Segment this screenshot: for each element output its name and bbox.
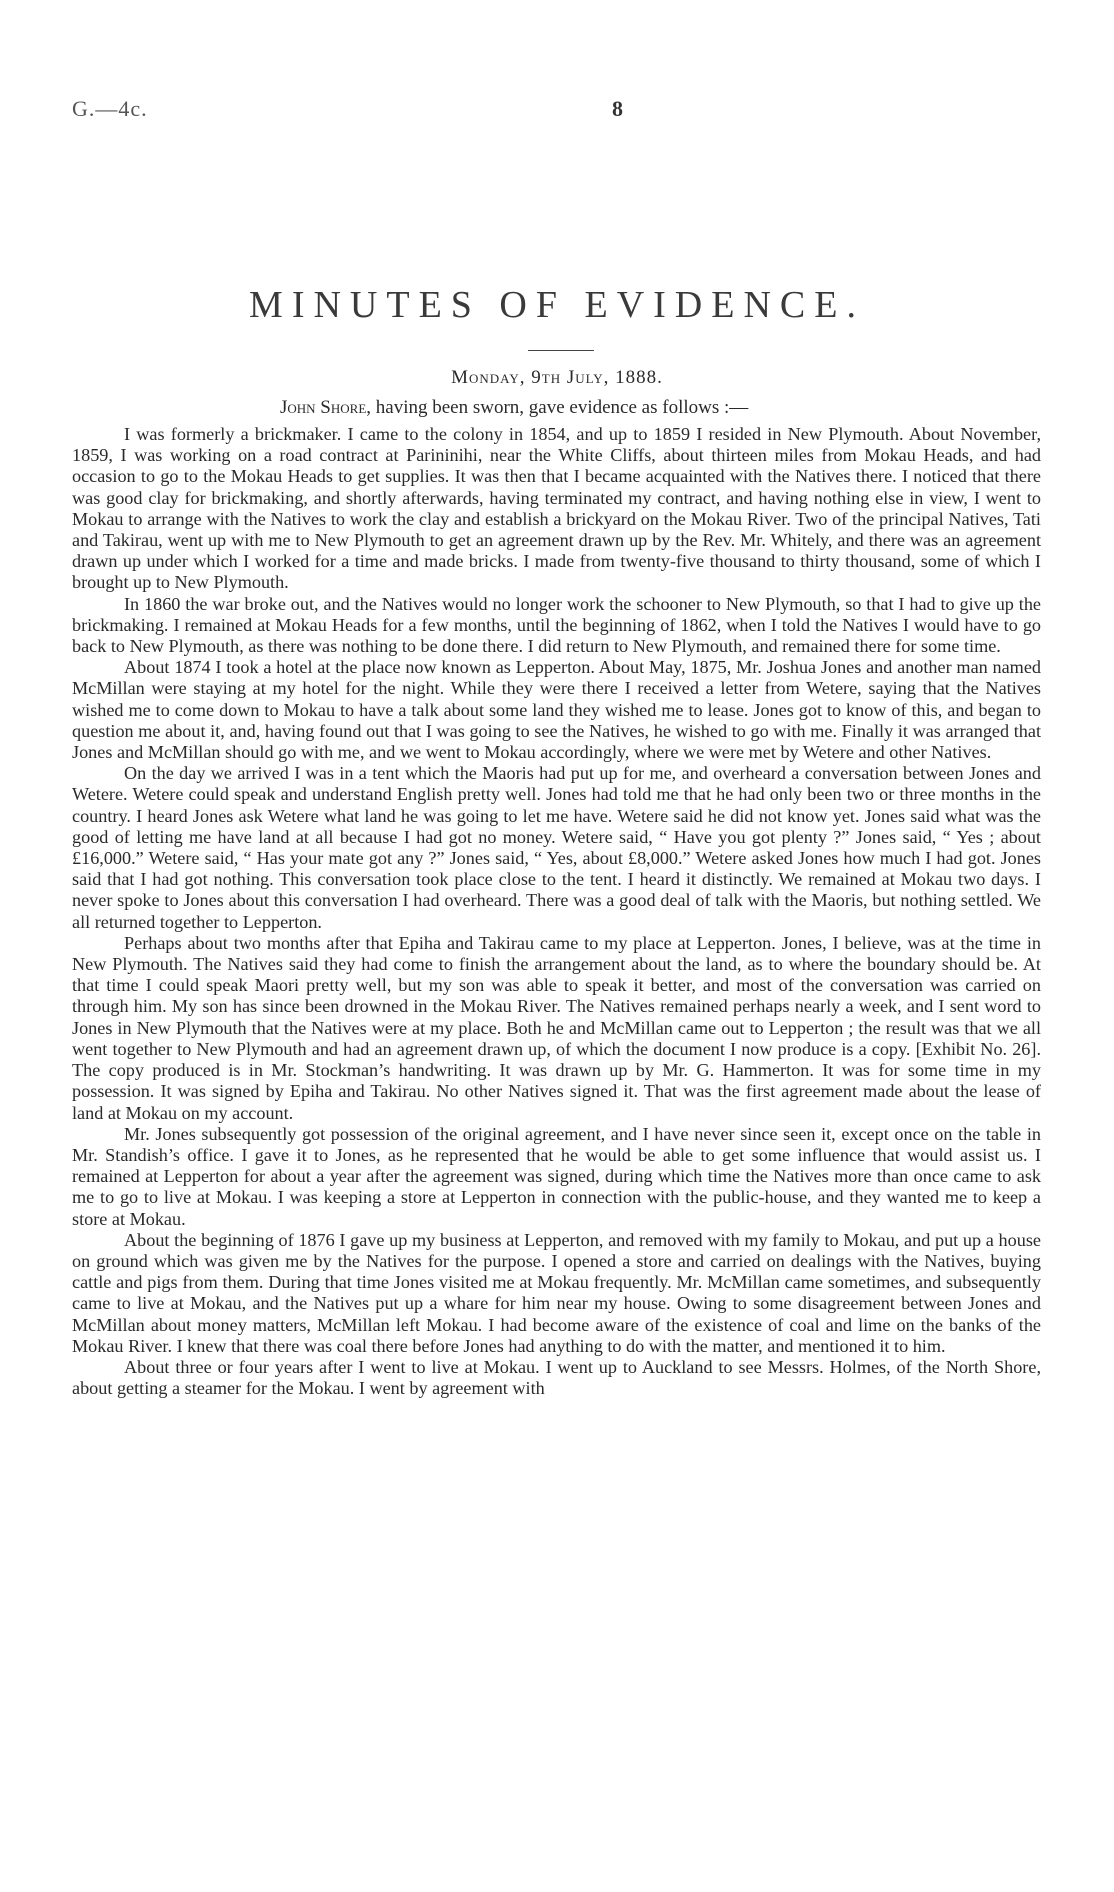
paragraph: About three or four years after I went to live at Mokau. I went up to Auckland to see Messrs. Holmes, of the North Shore, about getting a steamer for the Mokau. I went by agreement with	[72, 1356, 1041, 1399]
witness-intro	[280, 397, 748, 419]
paragraph: On the day we arrived I was in a tent which the Maoris had put up for me, and overheard a conversation between Jones and Wetere. Wetere could speak and understand English pretty well. Jones had told me that he had only been two or three months in the country. I heard Jones ask Wetere what land he was going to let me have. Wetere said he did not know yet. Jones said what was the good of letting me have land at all because I had got no money. Wetere said, “ Have you got plenty ?” Jones said, “ Yes ; about £16,000.” Wetere said, “ Has your mate got any ?” Jones said, “ Yes, about £8,000.” Wetere asked Jones how much I had got. Jones said that I had got nothing. This conversation took place close to the tent. I heard it distinctly. We remained at Mokau two days. I never spoke to Jones about this conversation I had overheard. There was a good deal of talk with the Maoris, but nothing settled. We all returned together to Lepperton.	[72, 763, 1041, 932]
page-title: MINUTES OF EVIDENCE.	[249, 284, 865, 326]
paragraph: About the beginning of 1876 I gave up my business at Lepperton, and removed with my family to Mokau, and put up a house on ground which was given me by the Natives for the purpose. I opened a store and carried on dealings with the Natives, buying cattle and pigs from them. During that time Jones visited me at Mokau frequently. Mr. McMillan came sometimes, and subsequently came to live at Mokau, and the Natives put up a whare for him near my house. Owing to some disagreement between Jones and McMillan about money matters, McMillan left Mokau. I had become aware of the existence of coal and lime on the banks of the Mokau River. I knew that there was coal there before Jones had anything to do with the matter, and mentioned it to him.	[72, 1229, 1041, 1356]
page-number: 8	[612, 96, 623, 121]
paragraph: About 1874 I took a hotel at the place now known as Lepperton. About May, 1875, Mr. Joshua Jones and another man named McMillan were staying at my hotel for the night. While they were there I received a letter from Wetere, saying that the Natives wished me to come down to Mokau to have a talk about some land they wished me to lease. Jones got to know of this, and began to question me about it, and, having found out that I was going to see the Natives, he wished to go with me. Finally it was arranged that Jones and McMillan should go with me, and we went to Mokau accordingly, where we were met by Wetere and other Natives.	[72, 657, 1041, 763]
paragraph: In 1860 the war broke out, and the Natives would no longer work the schooner to New Plymouth, so that I had to give up the brickmaking. I remained at Mokau Heads for a few months, until the beginning of 1862, when I told the Natives I would have to go back to New Plymouth, as there was nothing to be done there. I did return to New Plymouth, and remained there for some time.	[72, 593, 1041, 657]
paragraph: Perhaps about two months after that Epiha and Takirau came to my place at Lepperton. Jones, I believe, was at the time in New Plymouth. The Natives said they had come to finish the arrangement about the land, as to where the boundary should be. At that time I could speak Maori pretty well, but my son was able to speak it better, and most of the conversation was carried on through him. My son has since been drowned in the Mokau River. The Natives remained perhaps nearly a week, and I sent word to Jones in New Plymouth that the Natives were at my place. Both he and McMillan came out to Lepperton ; the result was that we all went together to New Plymouth and had an agreement drawn up, of which the document I now produce is a copy. [Exhibit No. 26]. The copy produced is in Mr. Stockman’s handwriting. It was drawn up by Mr. G. Hammerton. It was for some time in my possession. It was signed by Epiha and Takirau. No other Natives signed it. That was the first agreement made about the lease of land at Mokau on my account.	[72, 932, 1041, 1123]
witness-name: John Shore	[280, 397, 367, 418]
document-reference: G.—4c.	[72, 96, 148, 121]
page-header	[72, 96, 1042, 126]
paragraph: Mr. Jones subsequently got possession of the original agreement, and I have never since seen it, except once on the table in Mr. Standish’s office. I gave it to Jones, as he represented that he would be able to get some influence that would assist us. I remained at Lepperton for about a year after the agreement was signed, during which time the Natives more than once came to ask me to go to live at Mokau. I was keeping a store at Lepperton in connection with the public-house, and they wanted me to keep a store at Mokau.	[72, 1123, 1041, 1229]
witness-intro-text: , having been sworn, gave evidence as follows :—	[366, 397, 749, 418]
title-divider	[528, 350, 594, 351]
evidence-body	[72, 424, 1041, 1399]
hearing-date: Monday, 9th July, 1888.	[451, 367, 663, 388]
paragraph: I was formerly a brickmaker. I came to the colony in 1854, and up to 1859 I resided in New Plymouth. About November, 1859, I was working on a road contract at Parininihi, near the White Cliffs, about thirteen miles from Mokau Heads, and had occasion to go to the Mokau Heads to get supplies. It was then that I became acquainted with the Natives there. I noticed that there was good clay for brickmaking, and shortly afterwards, having terminated my contract, and having nothing else in view, I went to Mokau to arrange with the Natives to work the clay and establish a brickyard on the Mokau River. Two of the principal Natives, Tati and Takirau, went up with me to New Plymouth to get an agreement drawn up by the Rev. Mr. Whitely, and there was an agreement drawn up under which I worked for a time and made bricks. I made from twenty-five thousand to thirty thousand, some of which I brought up to New Plymouth.	[72, 424, 1041, 593]
